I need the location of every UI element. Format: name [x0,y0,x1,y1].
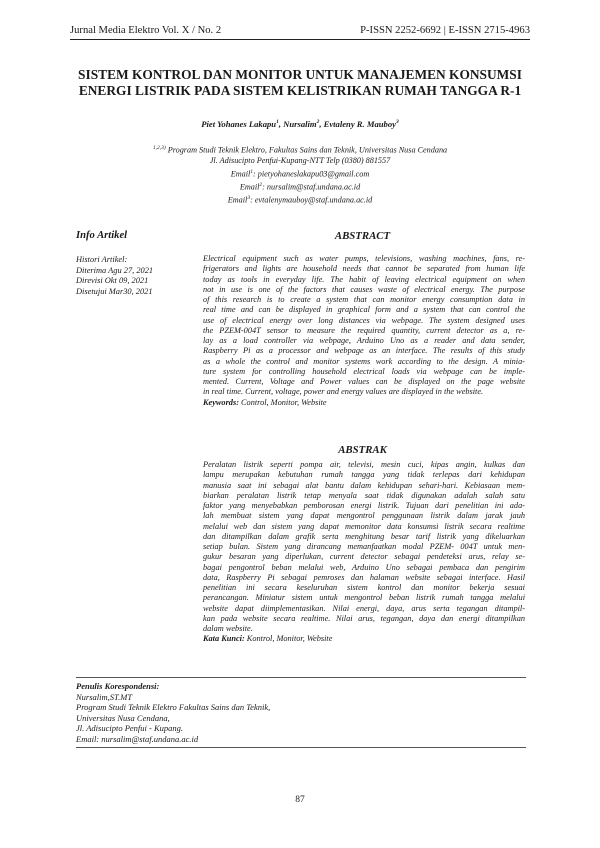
abstract-line: mented. Current, Voltage and Power values can be displayed on the page website [203,377,525,386]
abstract-line: real time and can be displayed in graphical form and a system that can control the [203,305,525,315]
abstrak-line: data, Raspberry Pi sebagai pemroses dan halaman website sebagai interface. Hasil [203,572,525,582]
abstrak-line: website dapat diimplementasikan. Nilai energi, daya, arus serta tegangan ditampil- [203,603,525,613]
info-artikel-heading: Info Artikel [76,230,128,241]
author-sup: 3 [395,119,399,126]
correspondence-title: Penulis Korespondensi: [76,681,160,691]
affiliation [60,143,540,206]
correspondence-program: Program Studi Teknik Elektro Fakultas Sains dan Teknik, [76,702,271,712]
abstract-line: lay as a load controller via webpage, Arduino Uno as a reader and data sender, [203,336,525,345]
email-link[interactable]: : nursalim@staf.undana.ac.id [262,182,361,192]
article-history [76,255,196,297]
correspondence-email[interactable]: Email: nursalim@staf.undana.ac.id [76,733,199,744]
abstract-line: use of electrical energy over long distances via webpage. The system designed uses [203,315,525,325]
abstract-line: Raspberry Pi as a processor and webpage as an interface. The results of this study [203,346,525,356]
abstract-line: not in use is one of the factors that causes waste of electrical energy. The purpose [203,284,525,294]
author-email: Email$^3$: evtalenymauboy@staf.undana.ac.id [227,194,373,205]
abstrak-line: penelitian ini secara keseluruhan sistem kontrol dan monitor bekerja sesuai [203,583,525,592]
abstract-line: the PZEM-004T sensor to measure the required quantity, current detector as a, re- [203,325,525,335]
abstract-line: today as tools in everyday life. The habit of leaving electrical equipment on when [203,274,525,284]
journal-name: Jurnal Media Elektro Vol. X / No. 2 [70,25,222,36]
abstrak-line: melalui web dan sistem yang dapat memonitor data konsumsi listrik secara realtime [203,521,525,531]
author-name: Evtaleny R. Mauboy [323,119,396,129]
correspondence-name: Nursalim,ST.MT [76,691,133,702]
abstrak-heading: ABSTRAK [338,444,387,456]
title-line-1: SISTEM KONTROL DAN MONITOR UNTUK MANAJEMEN KONSUMSI [78,67,522,82]
abstract-body [203,254,525,408]
history-label: Histori Artikel: [76,255,128,264]
history-accepted: Disetujui Mar30, 2021 [76,286,153,296]
affiliation-program: Program Studi Teknik Elektro, Fakultas Sains dan Teknik, Universitas Nusa Cendana [167,145,448,155]
keywords-label: Keywords: [203,397,239,407]
abstrak-line: kan pada website secara realtime. Nilai arus, tegangan, daya dan energi ditampilkan [203,613,525,623]
keywords-label: Kata Kunci: [203,634,245,644]
abstract-line: ture system for controlling household electrical loads via webpage can be imple- [203,366,525,376]
abstrak-body [203,460,525,645]
abstrak-line: perancangan. Miniatur sistem untuk mengontrol beban listrik rumah tangga melalui [203,593,525,603]
author-list: Piet Yohanes Lakapu$^1$, Nursalim$^2$, Evtaleny R. Mauboy$^3$ [201,119,399,129]
abstrak-line: lah membuat sistem yang dapat mengontrol penggunaan listrik dalam jarak jauh [203,511,525,521]
author-email: Email$^1$: pietyohaneslakapu03@gmail.com [230,168,370,179]
abstrak-line: Peralatan listrik seperti pompa air, televisi, mesin cuci, kipas angin, kulkas dan [203,460,525,469]
author-sup: 2 [316,119,320,126]
abstract-heading: ABSTRACT [334,230,391,242]
abstract-line: Electrical equipment such as water pumps, televisions, washing machines, fans, re- [203,254,525,263]
abstrak-line: gukur besaran yang diperlukan, current detector sebagai pendeteksi arus, relay se- [203,552,525,562]
abstrak-line: dalam website. [203,624,253,633]
email-link[interactable]: : pietyohaneslakapu03@gmail.com [253,169,370,179]
abstrak-line: manusia saat ini sebagai alat bantu dalam kehidupan sehari-hari. Kebiasaan mem- [203,480,525,490]
abstrak-line: dan ditampilkan dalam grafik serta menghitung besar tarif listrik yang dikeluarkan [203,531,525,541]
history-received: Diterima Agu 27, 2021 [76,265,154,275]
abstract-keywords [203,398,525,408]
abstrak-keywords [203,634,525,644]
correspondence-university: Universitas Nusa Cendana, [76,712,170,723]
issn: P-ISSN 2252-6692 | E-ISSN 2715-4963 [360,25,530,36]
keywords-values: Control, Monitor, Website [238,397,327,407]
affiliation-address: Jl. Adisucipto Penfui-Kupang-NTT Telp (0380) 881557 [209,156,391,166]
abstrak-line: lampu merupakan kebutuhan rumah tangga yang tidak terlepas dari kehidupan [203,470,525,480]
email-link[interactable]: : evtalenymauboy@staf.undana.ac.id [250,195,373,205]
title-line-2: ENERGI LISTRIK PADA SISTEM KELISTRIKAN RUMAH TANGGA R-1 [78,83,522,98]
author-sup: 1 [276,119,279,126]
abstract-line: as a whole the control and monitor systems work according to the design. A minia- [203,356,525,366]
abstrak-line: bagai pengontrol beban melalui web, Arduino Uno sebagai pembaca dan pengirim [203,562,525,572]
abstrak-line: biarkan peralatan listrik tetap menyala saat tidak digunakan adalah salah satu [203,490,525,500]
history-revised: Direvisi Okt 09, 2021 [76,276,149,286]
page-number: 87 [295,795,305,805]
paper-title [60,67,540,99]
author-name: Piet Yohanes Lakapu [201,119,277,129]
author-name: Nursalim [283,119,317,129]
correspondence-address: Jl. Adisucipto Penfui - Kupang. [76,723,184,733]
abstract-line: in real time. Current, voltage, power and energy values are displayed in the website. [203,387,484,397]
affiliation-sup: 1,2,3) [152,145,166,151]
running-header [70,25,530,40]
abstrak-line: faktor yang menyebabkan pemborosan energi listrik. Tujuan dari penelitian ini ada- [203,501,525,510]
abstrak-line: setiap bulan. Sistem yang dirancang memanfaatkan modal PZEM- 004T untuk men- [203,542,525,551]
author-email: Email$^2$: nursalim@staf.undana.ac.id [239,181,361,192]
keywords-values: Kontrol, Monitor, Website [244,634,333,644]
correspondence-box [76,677,526,748]
abstract-line: of this research is to create a system that can monitor energy consumption data in [203,295,525,304]
abstract-line: frigerators and lights are household needs that cannot be separated from human life [203,264,525,274]
